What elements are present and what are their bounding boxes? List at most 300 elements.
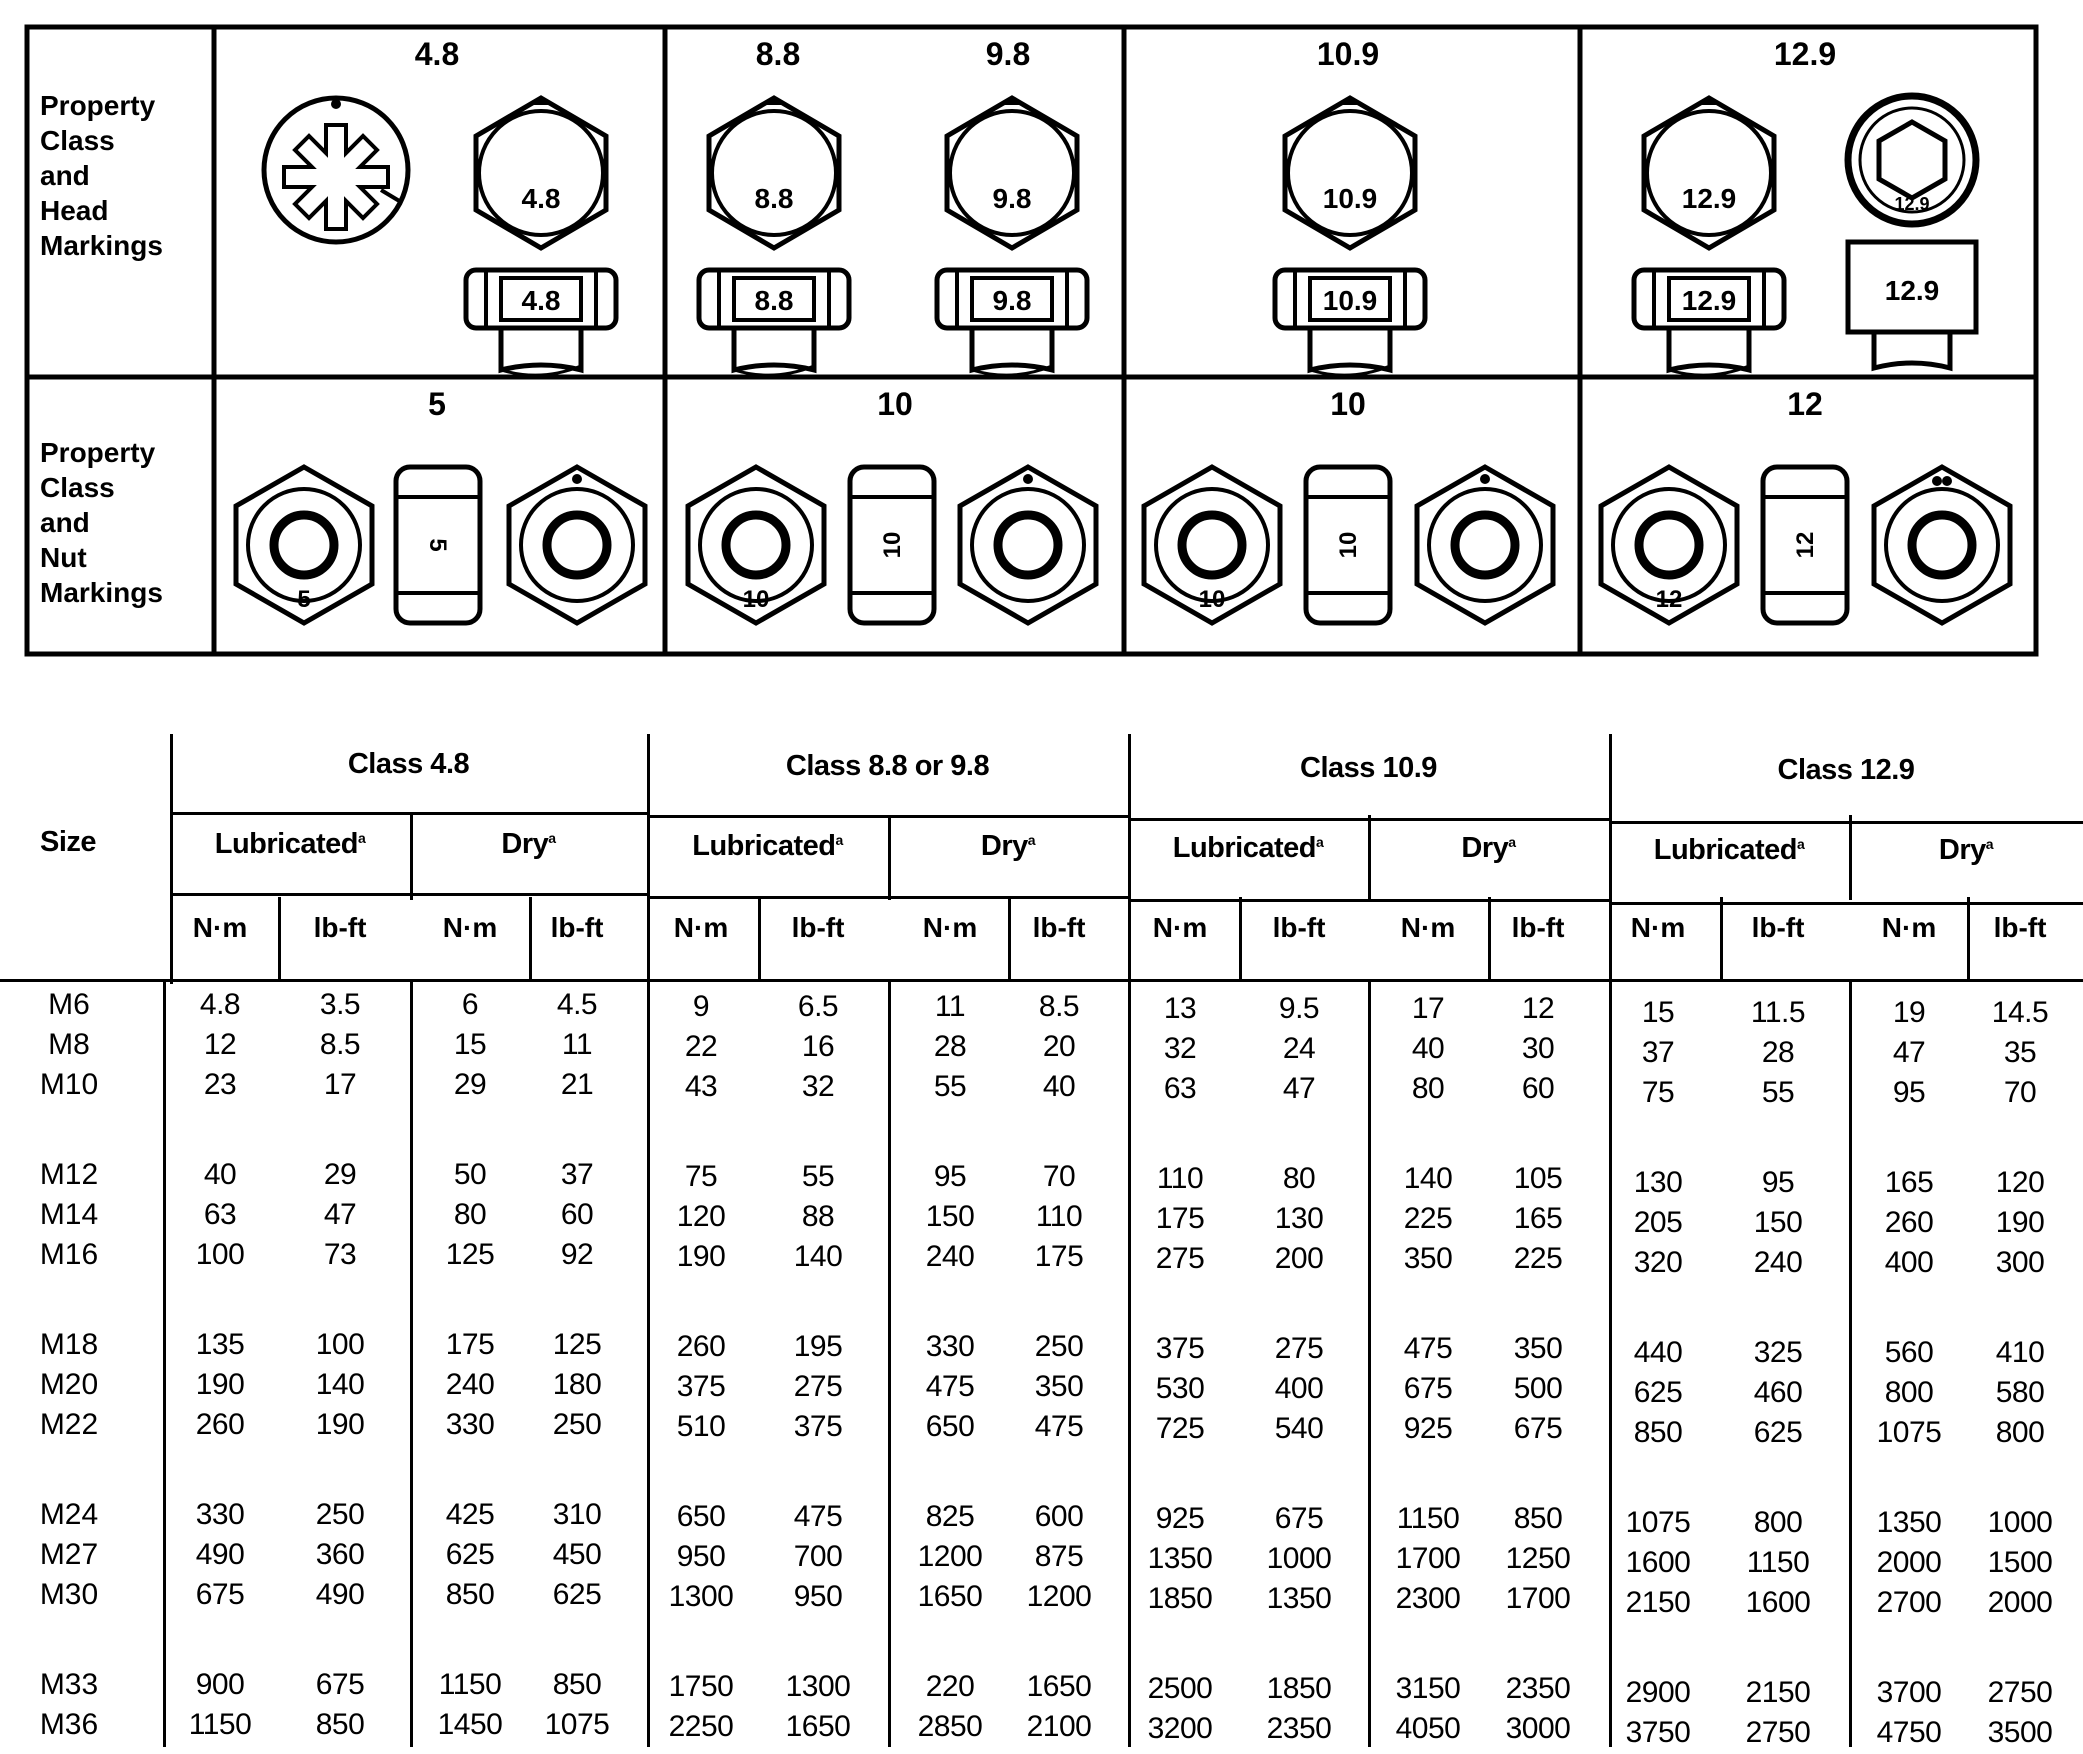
table-cell: 675 [1274,1502,1324,1535]
size-cell: M14 [39,1198,99,1231]
table-cell: 47 [1282,1072,1316,1105]
svg-text:12: 12 [1792,531,1819,559]
table-cell: 32 [801,1070,835,1103]
nut-side-view-icon [850,467,934,623]
unit-header: lb-ft [1751,912,1805,943]
table-cell: 375 [793,1410,843,1443]
table-cell: 950 [676,1540,726,1573]
unit-header: lb-ft [1272,912,1326,943]
table-cell: 130 [1274,1202,1324,1235]
unit-header: N·m [922,912,978,943]
table-cell: 110 [1156,1162,1204,1195]
table-cell: 3500 [1987,1716,2053,1749]
table-cell: 1700 [1505,1582,1571,1615]
size-cell: M22 [39,1408,99,1441]
condition-divider [1368,815,1371,900]
footnote-mark: a [1027,832,1036,848]
table-cell: 6.5 [797,990,839,1023]
table-cell: 75 [1641,1076,1675,1109]
table-cell: 1850 [1147,1582,1213,1615]
table-cell: 925 [1403,1412,1453,1445]
table-cell: 175 [1034,1240,1084,1273]
table-cell: 165 [1513,1202,1563,1235]
table-cell: 135 [195,1328,245,1361]
column-divider [888,982,891,1747]
table-cell: 80 [1282,1162,1316,1195]
table-cell: 63 [203,1198,237,1231]
nut-row-label [40,437,163,608]
table-cell: 190 [315,1408,365,1441]
table-cell: 900 [195,1668,245,1701]
table-cell: 510 [676,1410,726,1443]
unit-header: N·m [1400,912,1456,943]
nut-class-12: 12 [1787,386,1823,422]
table-cell: 1150 [1396,1502,1460,1535]
table-cell: 20 [1042,1030,1076,1063]
table-cell: 40 [1411,1032,1445,1065]
table-cell: 260 [195,1408,245,1441]
table-cell: 1850 [1266,1672,1332,1705]
bolt-side-view-icon [1634,270,1784,375]
table-cell: 2500 [1147,1672,1213,1705]
table-cell: 28 [1761,1036,1795,1069]
svg-text:12.9: 12.9 [1681,183,1737,214]
unit-divider [1239,897,1242,982]
table-cell: 3.5 [319,988,361,1021]
unit-header: lb-ft [1993,912,2047,943]
table-cell: 350 [1513,1332,1563,1365]
head-class-4.8: 4.8 [414,36,460,72]
bolt-side-view-icon [1275,270,1425,375]
unit-divider [1008,897,1011,982]
svg-text:8.8: 8.8 [754,285,794,316]
nut-class-10: 10 [877,386,913,422]
table-cell: 3000 [1505,1712,1571,1745]
bolt-side-view-icon [699,270,849,375]
table-cell: 260 [1884,1206,1934,1239]
table-cell: 30 [1521,1032,1555,1065]
table-cell: 1700 [1395,1542,1461,1575]
table-cell: 950 [793,1580,843,1613]
hex-bolt-head-icon [1285,98,1415,248]
table-cell: 625 [445,1538,495,1571]
condition-divider [888,815,891,900]
unit-header: N·m [442,912,498,943]
table-cell: 3700 [1876,1676,1942,1709]
table-cell: 47 [1892,1036,1926,1069]
unit-header: lb-ft [550,912,604,943]
table-cell: 360 [315,1538,365,1571]
table-cell: 2750 [1745,1716,1811,1749]
condition-header [1939,834,1993,867]
condition-divider [647,815,650,900]
socket-screw-side-view-icon [1848,242,1976,368]
svg-text:4.8: 4.8 [521,285,561,316]
table-cell: 375 [1155,1332,1205,1365]
table-cell: 275 [1155,1242,1205,1275]
table-cell: 12 [1521,992,1555,1025]
table-cell: 165 [1884,1166,1934,1199]
table-cell: 11.5 [1750,996,1806,1029]
size-cell: M20 [39,1368,99,1401]
svg-text:8.8: 8.8 [754,183,794,214]
footnote-mark: a [1985,836,1994,852]
table-cell: 1150 [1746,1546,1810,1579]
table-cell: 105 [1513,1162,1563,1195]
unit-header: N·m [1881,912,1937,943]
table-cell: 29 [453,1068,487,1101]
table-cell: 40 [1042,1070,1076,1103]
table-cell: 850 [552,1668,602,1701]
table-cell: 675 [1403,1372,1453,1405]
table-cell: 205 [1633,1206,1683,1239]
table-cell: 1150 [438,1668,502,1701]
table-cell: 55 [1761,1076,1795,1109]
svg-text:Markings: Markings [40,577,163,608]
table-cell: 15 [453,1028,487,1061]
hex-nut-icon [960,467,1096,623]
head-class-12.9: 12.9 [1773,36,1837,72]
table-cell: 2000 [1876,1546,1942,1579]
property-class-markings-figure [0,0,2083,670]
table-cell: 1500 [1987,1546,2053,1579]
nut-class-10: 10 [1330,386,1366,422]
table-cell: 75 [684,1160,718,1193]
table-cell: 29 [323,1158,357,1191]
table-cell: 240 [445,1368,495,1401]
table-cell: 120 [1995,1166,2045,1199]
svg-text:Class: Class [40,472,115,503]
table-cell: 1350 [1266,1582,1332,1615]
table-cell: 1200 [917,1540,983,1573]
nut-side-view-icon [1763,467,1847,623]
table-cell: 825 [925,1500,975,1533]
table-cell: 200 [1274,1242,1324,1275]
table-cell: 13 [1163,992,1197,1025]
table-cell: 63 [1163,1072,1197,1105]
table-cell: 120 [676,1200,726,1233]
condition-label: Dry [501,828,549,860]
svg-text:5: 5 [424,538,451,552]
unit-header: N·m [1630,912,1686,943]
table-cell: 440 [1633,1336,1683,1369]
table-cell: 450 [552,1538,602,1571]
table-cell: 55 [801,1160,835,1193]
table-cell: 100 [315,1328,365,1361]
table-cell: 475 [1034,1410,1084,1443]
unit-header: lb-ft [1511,912,1565,943]
table-cell: 3200 [1147,1712,1213,1745]
table-cell: 850 [1513,1502,1563,1535]
table-cell: 4.8 [199,988,241,1021]
table-cell: 475 [793,1500,843,1533]
table-cell: 675 [1513,1412,1563,1445]
svg-text:10.9: 10.9 [1322,285,1378,316]
table-cell: 490 [315,1578,365,1611]
condition-divider [410,815,413,900]
table-cell: 32 [1163,1032,1197,1065]
head-class-8.8: 8.8 [755,36,801,72]
size-header: Size [39,826,97,858]
condition-header [215,828,366,861]
hex-nut-icon [236,467,372,623]
column-divider [647,982,650,1747]
table-cell: 21 [560,1068,594,1101]
hex-nut-icon [688,467,824,623]
table-cell: 3750 [1625,1716,1691,1749]
condition-header [501,828,555,861]
table-cell: 2900 [1625,1676,1691,1709]
table-cell: 475 [925,1370,975,1403]
table-cell: 140 [1403,1162,1453,1195]
table-cell: 70 [2003,1076,2037,1109]
svg-text:10: 10 [742,586,770,613]
size-cell: M12 [39,1158,99,1191]
size-cell: M16 [39,1238,99,1271]
class-header: Class 10.9 [1300,752,1437,784]
unit-divider [1720,897,1723,982]
table-cell: 80 [453,1198,487,1231]
condition-underline [170,893,647,896]
table-cell: 150 [1753,1206,1803,1239]
table-cell: 16 [801,1030,835,1063]
table-cell: 260 [676,1330,726,1363]
table-cell: 22 [684,1030,718,1063]
condition-label: Dry [1461,832,1509,864]
class-header: Class 8.8 or 9.8 [785,750,990,782]
table-cell: 850 [1633,1416,1683,1449]
table-cell: 375 [676,1370,726,1403]
size-cell: M36 [39,1708,99,1741]
table-cell: 140 [315,1368,365,1401]
condition-label: Dry [1938,834,1986,866]
condition-label: Lubricated [1653,834,1797,866]
table-cell: 175 [1155,1202,1205,1235]
table-cell: 2300 [1395,1582,1461,1615]
size-cell: M33 [39,1668,99,1701]
table-cell: 250 [1034,1330,1084,1363]
table-cell: 130 [1633,1166,1683,1199]
table-cell: 540 [1274,1412,1324,1445]
table-cell: 500 [1513,1372,1563,1405]
table-cell: 225 [1403,1202,1453,1235]
unit-header: N·m [673,912,729,943]
svg-text:Head: Head [40,195,109,226]
condition-header [1173,832,1324,865]
table-cell: 220 [925,1670,975,1703]
table-cell: 95 [1761,1166,1795,1199]
table-cell: 15 [1641,996,1675,1029]
table-cell: 240 [1753,1246,1803,1279]
svg-text:Property: Property [40,90,156,121]
svg-text:5: 5 [297,586,311,613]
table-cell: 55 [933,1070,967,1103]
table-cell: 240 [925,1240,975,1273]
table-cell: 330 [925,1330,975,1363]
table-cell: 850 [445,1578,495,1611]
table-cell: 1000 [1987,1506,2053,1539]
table-cell: 400 [1274,1372,1324,1405]
table-cell: 3150 [1395,1672,1461,1705]
table-cell: 1075 [544,1708,610,1741]
table-cell: 925 [1155,1502,1205,1535]
condition-header [981,830,1035,863]
table-cell: 275 [793,1370,843,1403]
hex-nut-icon [1144,467,1280,623]
unit-divider [758,897,761,982]
table-cell: 650 [925,1410,975,1443]
table-cell: 24 [1282,1032,1316,1065]
condition-divider [1128,815,1131,900]
table-cell: 560 [1884,1336,1934,1369]
condition-header [1654,834,1805,867]
size-cell: M27 [39,1538,99,1571]
bolt-side-view-icon [937,270,1087,375]
table-cell: 8.5 [1038,990,1080,1023]
column-divider [163,982,166,1747]
unit-divider [1488,897,1491,982]
unit-header: N·m [192,912,248,943]
condition-label: Lubricated [692,830,836,862]
table-cell: 1450 [437,1708,503,1741]
table-cell: 530 [1155,1372,1205,1405]
table-cell: 1300 [668,1580,734,1613]
table-cell: 2750 [1987,1676,2053,1709]
table-cell: 37 [1641,1036,1675,1069]
table-cell: 9 [692,990,710,1023]
unit-header: lb-ft [313,912,367,943]
class-header: Class 12.9 [1777,754,1915,786]
table-cell: 12 [203,1028,237,1061]
condition-label: Lubricated [1172,832,1316,864]
table-cell: 250 [315,1498,365,1531]
unit-divider [278,897,281,982]
table-cell: 17 [323,1068,357,1101]
table-cell: 60 [560,1198,594,1231]
table-cell: 325 [1753,1336,1803,1369]
table-cell: 2150 [1625,1586,1691,1619]
class-underline [170,812,647,815]
footnote-mark: a [1508,834,1516,850]
table-cell: 4750 [1876,1716,1942,1749]
column-divider [1368,982,1371,1747]
svg-text:Markings: Markings [40,230,163,261]
condition-underline [1609,902,2083,905]
table-cell: 1250 [1505,1542,1571,1575]
table-cell: 190 [676,1240,726,1273]
table-cell: 140 [793,1240,843,1273]
footnote-mark: a [835,832,843,848]
size-cell: M18 [39,1328,99,1361]
table-cell: 2350 [1505,1672,1571,1705]
table-cell: 125 [445,1238,495,1271]
table-cell: 150 [925,1200,975,1233]
table-cell: 320 [1633,1246,1683,1279]
size-cell: M10 [39,1068,99,1101]
table-cell: 92 [560,1238,594,1271]
nut-class-5: 5 [428,386,446,422]
table-cell: 225 [1513,1242,1563,1275]
condition-divider [170,815,173,900]
table-cell: 9.5 [1278,992,1320,1025]
table-cell: 37 [560,1158,594,1191]
table-cell: 73 [323,1238,357,1271]
svg-text:and: and [40,160,90,191]
table-cell: 650 [676,1500,726,1533]
svg-text:Nut: Nut [40,542,87,573]
table-cell: 425 [445,1498,495,1531]
svg-text:and: and [40,507,90,538]
table-cell: 100 [195,1238,245,1271]
footnote-mark: a [548,830,556,846]
table-cell: 400 [1884,1246,1934,1279]
unit-header: lb-ft [1032,912,1086,943]
table-cell: 190 [195,1368,245,1401]
head-class-10.9: 10.9 [1316,36,1380,72]
table-cell: 625 [1753,1416,1803,1449]
svg-text:Property: Property [40,437,156,468]
svg-text:Class: Class [40,125,115,156]
table-cell: 725 [1155,1412,1205,1445]
header-rule [0,979,2083,982]
table-cell: 1350 [1147,1542,1213,1575]
nut-side-view-icon [396,467,480,623]
table-cell: 310 [552,1498,602,1531]
table-cell: 675 [195,1578,245,1611]
table-cell: 2000 [1987,1586,2053,1619]
hex-nut-icon [1601,467,1737,623]
unit-header: N·m [1152,912,1208,943]
hex-nut-icon [1874,467,2010,623]
table-cell: 47 [323,1198,357,1231]
nut-side-view-icon [1306,467,1390,623]
unit-header: lb-ft [791,912,845,943]
size-cell: M8 [48,1028,90,1061]
table-cell: 19 [1892,996,1926,1029]
svg-text:12.9: 12.9 [1894,194,1930,214]
table-cell: 580 [1995,1376,2045,1409]
table-cell: 1600 [1745,1586,1811,1619]
table-cell: 23 [203,1068,237,1101]
table-cell: 275 [1274,1332,1324,1365]
table-cell: 875 [1034,1540,1084,1573]
table-cell: 35 [2003,1036,2037,1069]
svg-text:12.9: 12.9 [1884,275,1940,306]
table-cell: 625 [1633,1376,1683,1409]
table-cell: 330 [445,1408,495,1441]
footnote-mark: a [1796,836,1805,852]
svg-text:9.8: 9.8 [992,183,1032,214]
condition-header [692,830,843,863]
condition-label: Dry [980,830,1028,862]
table-cell: 350 [1403,1242,1453,1275]
table-cell: 1150 [188,1708,252,1741]
svg-text:12: 12 [1655,586,1683,613]
table-cell: 175 [445,1328,495,1361]
table-cell: 190 [1995,1206,2045,1239]
table-cell: 80 [1411,1072,1445,1105]
column-divider [1609,982,1612,1747]
table-cell: 800 [1884,1376,1934,1409]
table-cell: 1650 [917,1580,983,1613]
unit-divider [1967,897,1970,982]
head-class-9.8: 9.8 [985,36,1031,72]
size-cell: M30 [39,1578,99,1611]
hex-nut-icon [509,467,645,623]
column-divider [1128,982,1131,1747]
table-cell: 4050 [1395,1712,1461,1745]
table-cell: 17 [1411,992,1445,1025]
